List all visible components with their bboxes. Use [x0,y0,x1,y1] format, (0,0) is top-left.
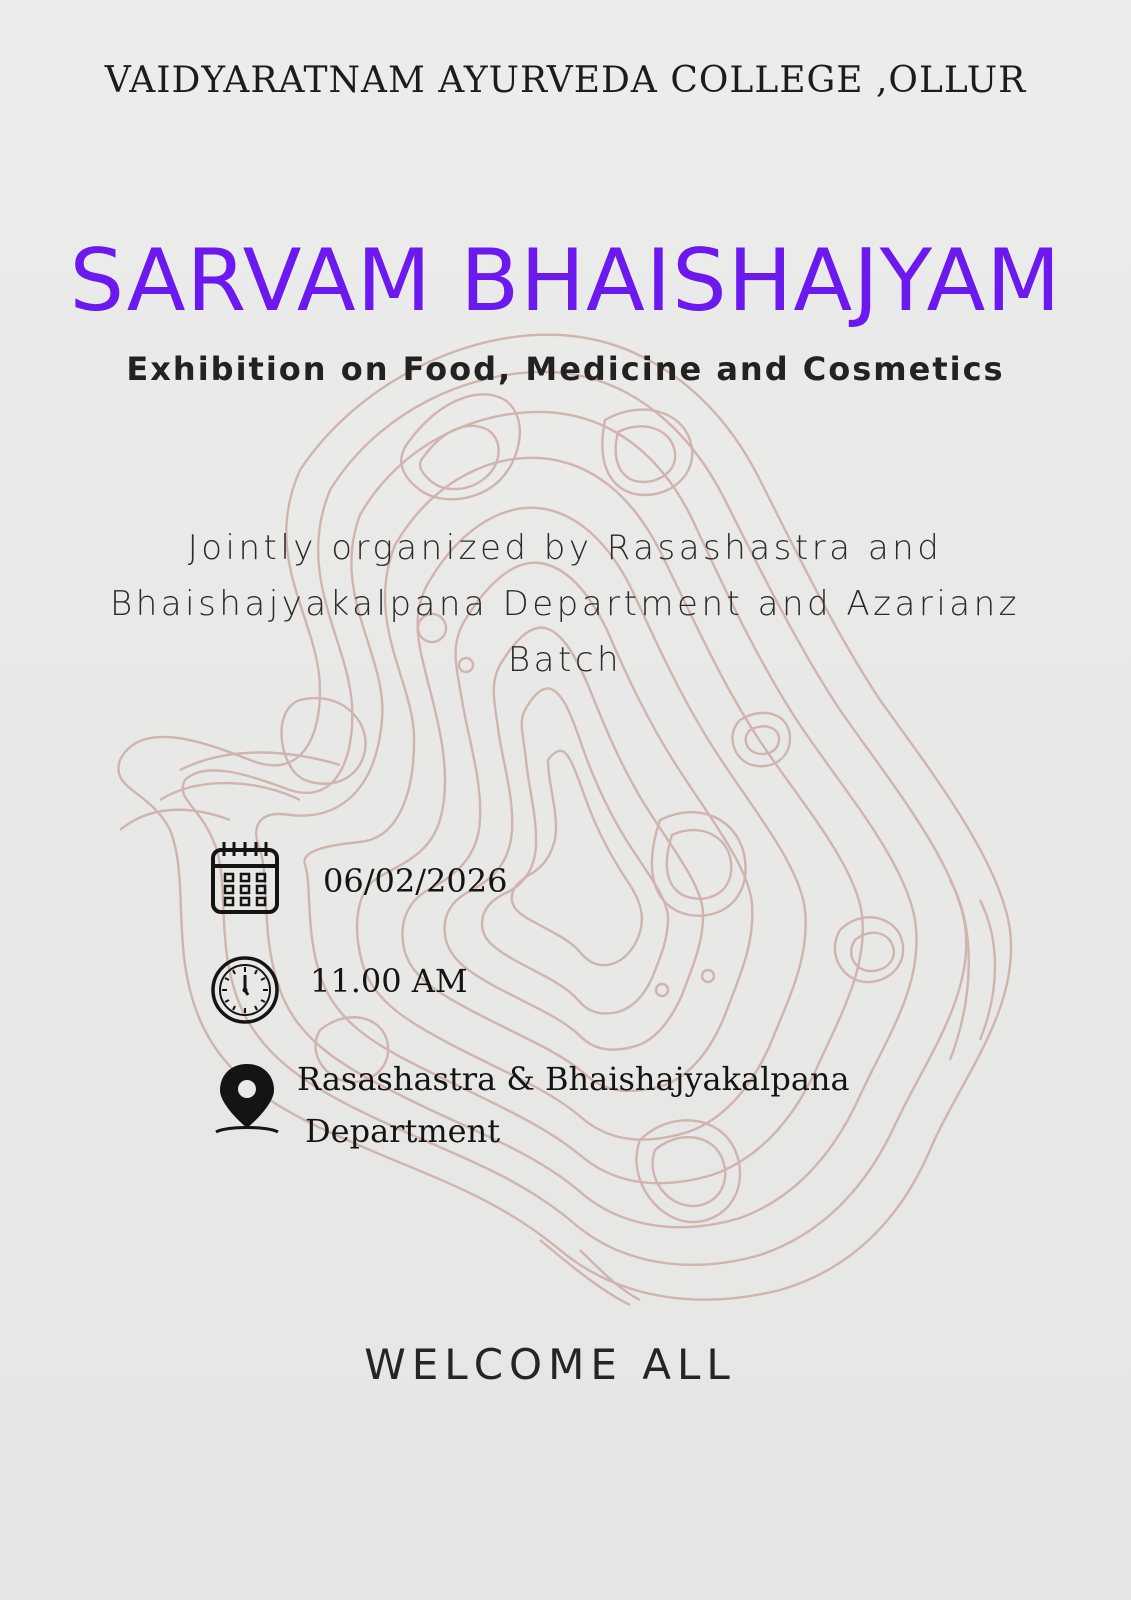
event-venue-line1: Rasashastra & Bhaishajyakalpana [297,1060,850,1098]
event-venue-line2: Department [305,1112,501,1150]
clock-icon [210,955,280,1025]
welcome-message: WELCOME ALL [364,1340,736,1389]
calendar-icon [210,840,280,916]
event-title: SARVAM BHAISHAJYAM [69,231,1062,331]
event-date: 06/02/2026 [323,862,508,900]
organizers-text: Jointly organized by Rasashastra and Bhaishajyakalpana Department and Azarianz Batch [110,528,1020,680]
event-time: 11.00 AM [310,962,468,1000]
location-pin-icon [212,1062,282,1138]
college-name: VAIDYARATNAM AYURVEDA COLLEGE ,OLLUR [104,60,1027,101]
event-subtitle: Exhibition on Food, Medicine and Cosmetics [126,350,1005,388]
